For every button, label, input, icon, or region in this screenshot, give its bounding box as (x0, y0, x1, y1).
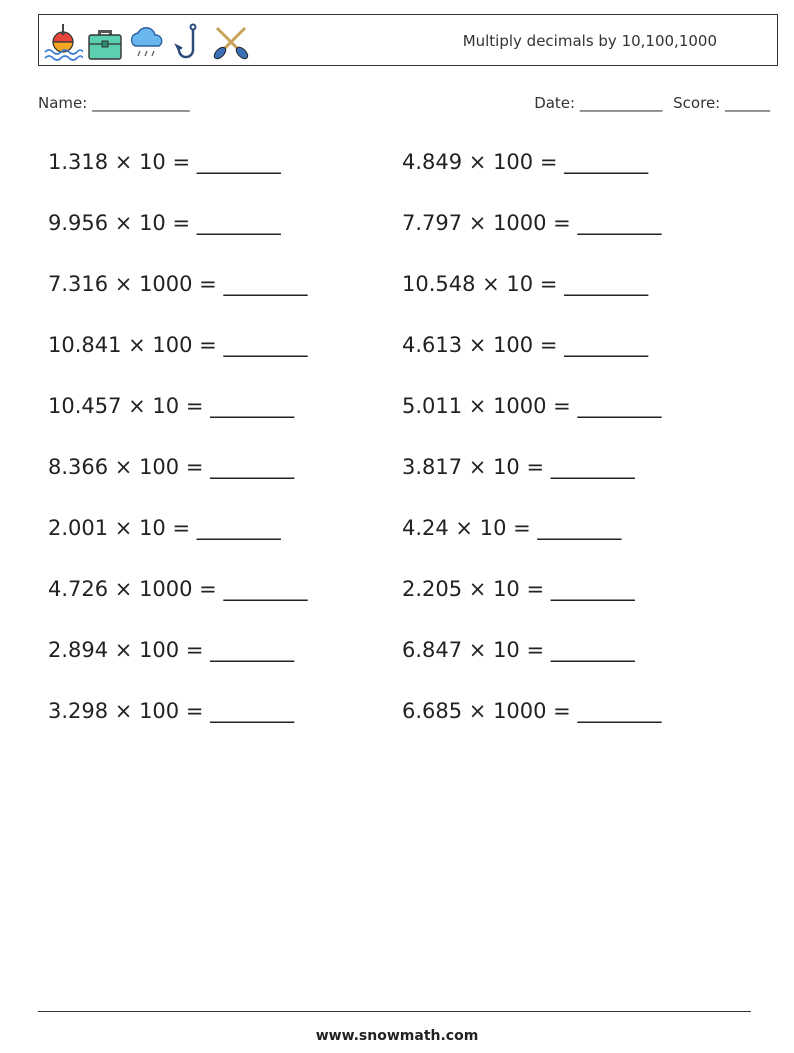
problem-right-8: 2.205 × 10 = ________ (402, 577, 635, 601)
problem-right-9: 6.847 × 10 = ________ (402, 638, 635, 662)
problem-right-4: 4.613 × 100 = ________ (402, 333, 649, 357)
problem-right-1: 4.849 × 100 = ________ (402, 150, 649, 174)
problem-left-9: 2.894 × 100 = ________ (48, 638, 295, 662)
problem-right-2: 7.797 × 1000 = ________ (402, 211, 662, 235)
problem-right-10: 6.685 × 1000 = ________ (402, 699, 662, 723)
problem-left-5: 10.457 × 10 = ________ (48, 394, 295, 418)
problem-left-8: 4.726 × 1000 = ________ (48, 577, 308, 601)
crossed-oars-icon (211, 22, 251, 62)
problem-left-10: 3.298 × 100 = ________ (48, 699, 295, 723)
date-score-fields (528, 92, 770, 114)
worksheet-header (38, 14, 778, 66)
name-field: Name: _____________ (38, 94, 190, 112)
rain-cloud-icon (127, 22, 167, 62)
problem-right-6: 3.817 × 10 = ________ (402, 455, 635, 479)
problem-right-3: 10.548 × 10 = ________ (402, 272, 649, 296)
icon-row (43, 22, 251, 62)
fish-hook-icon (169, 22, 209, 62)
problem-right-7: 4.24 × 10 = ________ (402, 516, 622, 540)
problem-left-6: 8.366 × 100 = ________ (48, 455, 295, 479)
footer-divider (38, 1011, 751, 1012)
footer-site: www.snowmath.com (315, 1028, 479, 1044)
worksheet-title: Multiply decimals by 10,100,1000 (462, 32, 717, 50)
problem-left-7: 2.001 × 10 = ________ (48, 516, 281, 540)
date-field: Date: ___________ (534, 94, 663, 112)
problem-left-1: 1.318 × 10 = ________ (48, 150, 281, 174)
score-field: Score: ______ (673, 94, 770, 112)
problem-right-5: 5.011 × 1000 = ________ (402, 394, 662, 418)
tackle-box-icon (85, 22, 125, 62)
problem-left-3: 7.316 × 1000 = ________ (48, 272, 308, 296)
fishing-bobber-icon (43, 22, 83, 62)
problem-left-2: 9.956 × 10 = ________ (48, 211, 281, 235)
problem-left-4: 10.841 × 100 = ________ (48, 333, 308, 357)
